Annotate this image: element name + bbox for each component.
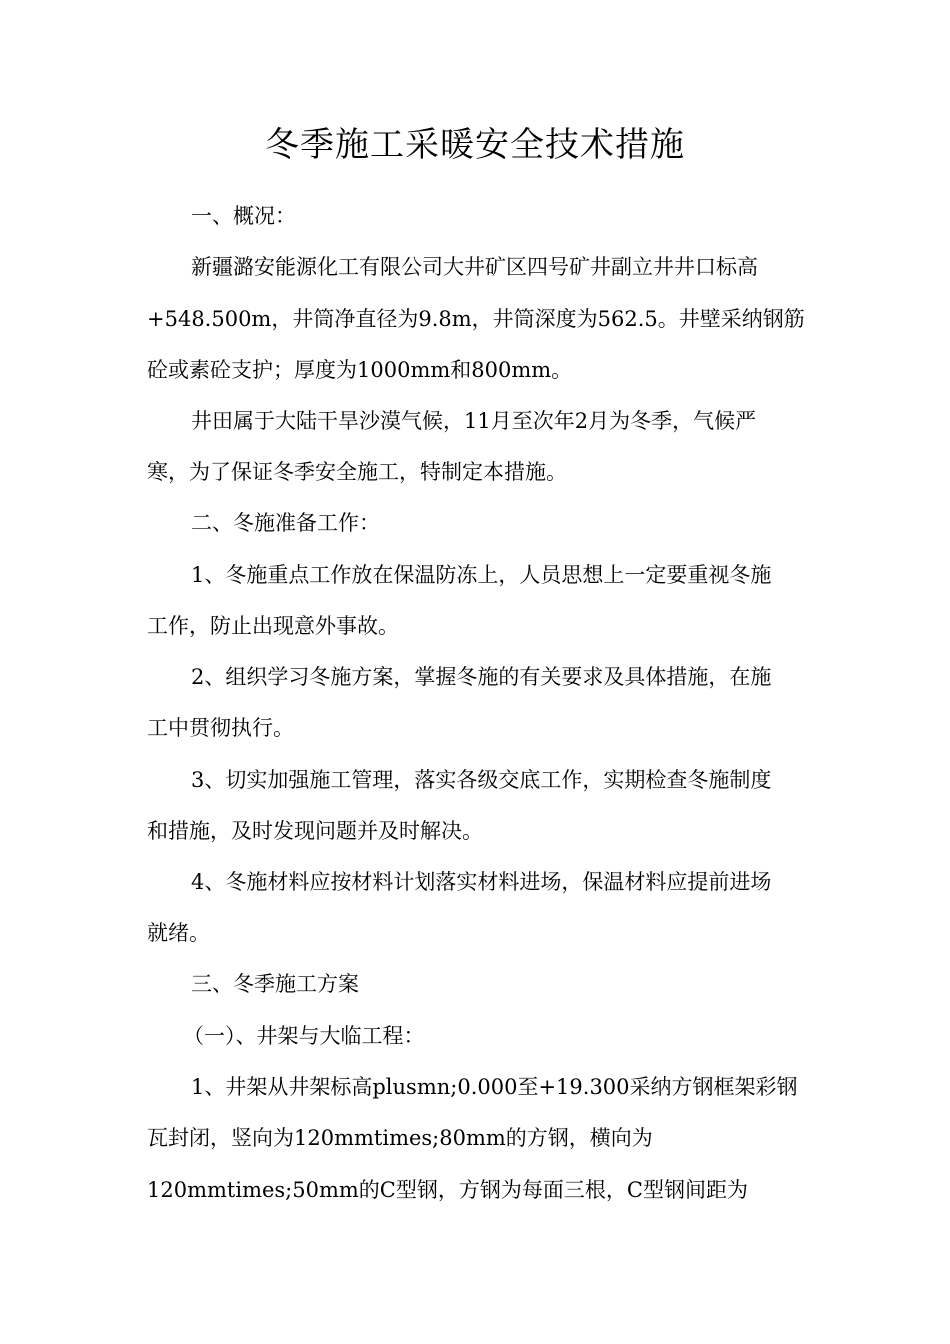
list-item-line: 2、组织学习冬施方案，掌握冬施的有关要求及具体措施，在施 xyxy=(191,665,772,689)
section-heading-overview: 一、概况： xyxy=(191,204,296,228)
list-item-line: 工作，防止出现意外事故。 xyxy=(147,614,399,638)
list-item-line: 和措施，及时发现问题并及时解决。 xyxy=(147,819,483,843)
list-item-line: 瓦封闭，竖向为120mmtimes;80mm的方钢，横向为 xyxy=(147,1126,653,1150)
list-item-line: 4、冬施材料应按材料计划落实材料进场，保温材料应提前进场 xyxy=(191,870,772,894)
paragraph-line: 寒，为了保证冬季安全施工，特制定本措施。 xyxy=(147,460,567,484)
list-item-line: 工中贯彻执行。 xyxy=(147,716,294,740)
list-item-line: 就绪。 xyxy=(147,921,210,945)
list-item-line: 1、井架从井架标高plusmn;0.000至+19.300采纳方钢框架彩钢 xyxy=(191,1075,798,1099)
paragraph-line: 新疆潞安能源化工有限公司大井矿区四号矿井副立井井口标高 xyxy=(191,255,758,279)
section-heading-preparation: 二、冬施准备工作： xyxy=(191,511,380,535)
paragraph-line: +548.500m，井筒净直径为9.8m，井筒深度为562.5。井壁采纳钢筋 xyxy=(147,307,805,331)
list-item-line: 120mmtimes;50mm的C型钢，方钢为每面三根，C型钢间距为 xyxy=(147,1178,748,1202)
section-heading-plan: 三、冬季施工方案 xyxy=(191,972,359,996)
paragraph-line: 井田属于大陆干旱沙漠气候，11月至次年2月为冬季，气候严 xyxy=(191,409,757,433)
list-item-line: 1、冬施重点工作放在保温防冻上，人员思想上一定要重视冬施 xyxy=(191,563,772,587)
subsection-heading: （一）、井架与大临工程： xyxy=(183,1024,425,1048)
list-item-line: 3、切实加强施工管理，落实各级交底工作，实期检查冬施制度 xyxy=(191,768,772,792)
paragraph-line: 砼或素砼支护；厚度为1000mm和800mm。 xyxy=(147,358,573,382)
document-title: 冬季施工采暖安全技术措施 xyxy=(265,125,685,165)
